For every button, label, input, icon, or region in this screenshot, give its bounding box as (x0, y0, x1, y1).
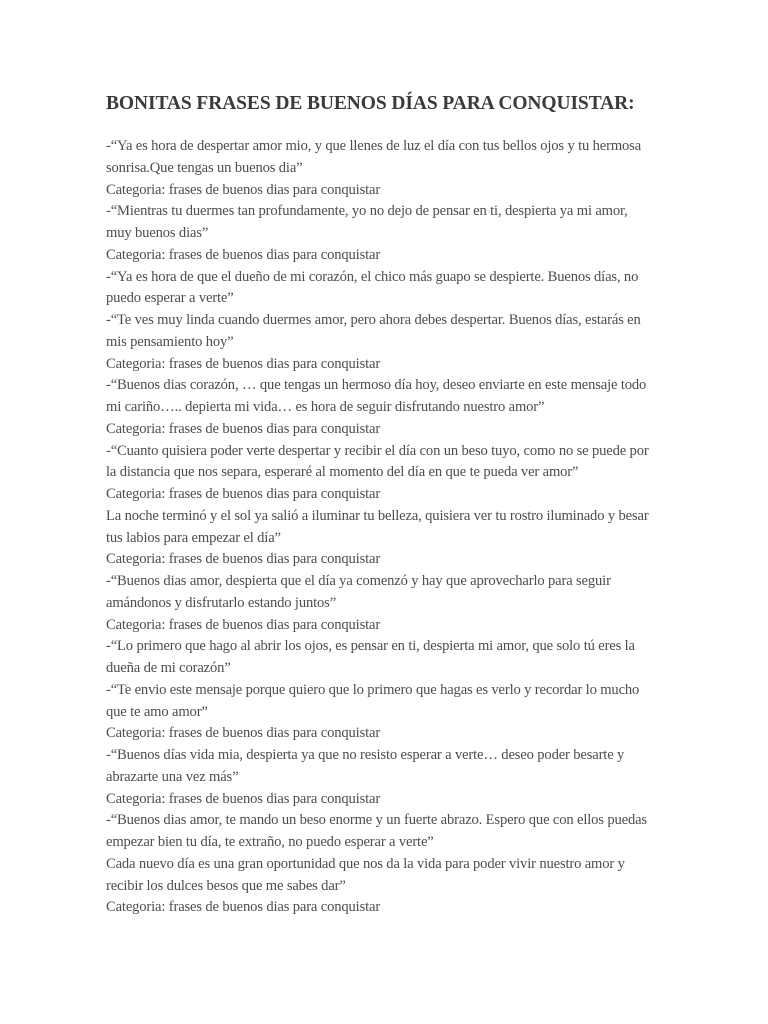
text-line: recibir los dulces besos que me sabes dar” (106, 877, 346, 894)
text-line: -“Buenos dias amor, te mando un beso enorme y un fuerte abrazo. Espero que con ellos puedas (106, 812, 647, 829)
category-line: Categoria: frases de buenos dias para conquistar (106, 790, 381, 807)
text-line: sonrisa.Que tengas un buenos dia” (106, 159, 303, 176)
text-line: -“Buenos días vida mia, despierta ya que no resisto esperar a verte… deseo poder besarte y (106, 747, 625, 763)
text-line: mi cariño….. depierta mi vida… es hora de seguir disfrutando nuestro amor” (106, 399, 545, 415)
text-line: -“Cuanto quisiera poder verte despertar y recibir el día con un beso tuyo, como no se puede por (106, 442, 649, 459)
category-line: Categoria: frases de buenos dias para conquistar (106, 246, 381, 263)
text-line: puedo esperar a verte” (106, 290, 234, 307)
category-line: Categoria: frases de buenos dias para conquistar (106, 551, 381, 568)
text-line: muy buenos dias” (106, 225, 209, 241)
text-line: -“Ya es hora de que el dueño de mi corazón, el chico más guapo se despierte. Buenos días, no (106, 268, 639, 285)
text-line: -“Mientras tu duermes tan profundamente, yo no dejo de pensar en ti, despierta ya mi amor, (106, 203, 628, 220)
document-body (106, 136, 668, 919)
category-line: Categoria: frases de buenos dias para conquistar (106, 725, 381, 742)
text-line: -“Te envio este mensaje porque quiero que lo primero que hagas es verlo y recordar lo mucho (106, 681, 640, 698)
text-line: -“Buenos dias corazón, … que tengas un hermoso día hoy, deseo enviarte en este mensaje todo (106, 377, 647, 394)
text-line: Cada nuevo día es una gran oportunidad que nos da la vida para poder vivir nuestro amor y (106, 855, 625, 872)
text-line: empezar bien tu día, te extraño, no puedo esperar a verte” (106, 834, 434, 850)
text-line: la distancia que nos separa, esperaré al momento del día en que te pueda ver amor” (106, 464, 579, 481)
category-line: Categoria: frases de buenos dias para conquistar (106, 420, 381, 437)
category-line: Categoria: frases de buenos dias para conquistar (106, 616, 381, 633)
category-line: Categoria: frases de buenos dias para conquistar (106, 899, 381, 916)
category-line: Categoria: frases de buenos dias para conquistar (106, 355, 381, 372)
text-line: mis pensamiento hoy” (106, 333, 234, 350)
text-line: abrazarte una vez más” (106, 768, 239, 785)
text-line: tus labios para empezar el día” (106, 529, 281, 546)
text-line: La noche terminó y el sol ya salió a iluminar tu belleza, quisiera ver tu rostro iluminado y besar (106, 507, 649, 524)
category-line: Categoria: frases de buenos dias para conquistar (106, 181, 381, 198)
text-line: dueña de mi corazón” (106, 660, 231, 676)
text-line: amándonos y disfrutarlo estando juntos” (106, 594, 337, 611)
document-title: BONITAS FRASES DE BUENOS DÍAS PARA CONQUISTAR: (106, 93, 635, 114)
text-line: que te amo amor” (106, 703, 208, 720)
text-line: -“Lo primero que hago al abrir los ojos, es pensar en ti, despierta mi amor, que solo tú eres la (106, 638, 635, 655)
text-line: -“Ya es hora de despertar amor mio, y que llenes de luz el día con tus bellos ojos y tu hermosa (106, 138, 642, 154)
category-line: Categoria: frases de buenos dias para conquistar (106, 486, 381, 502)
text-line: -“Buenos dias amor, despierta que el día ya comenzó y hay que aprovecharlo para seguir (106, 573, 611, 589)
text-line: -“Te ves muy linda cuando duermes amor, pero ahora debes despertar. Buenos días, estarás en (106, 312, 641, 328)
